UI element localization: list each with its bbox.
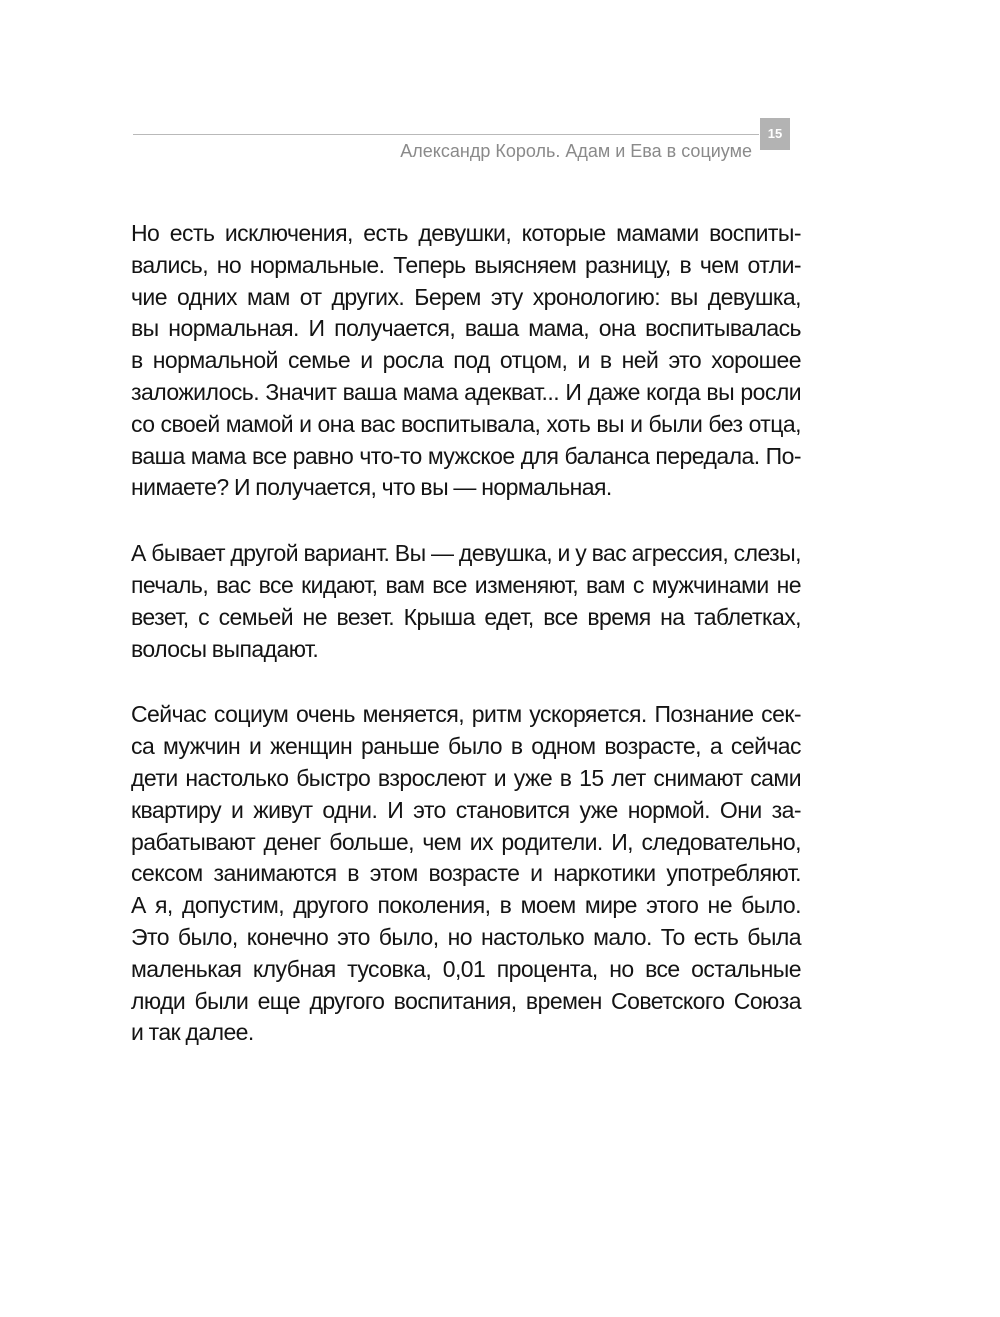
text-line: заложилось. Значит ваша мама адекват... И даже когда вы росли (131, 378, 801, 405)
text-line: волосы выпадают. (131, 635, 319, 662)
text-line: люди были еще другого воспитания, времен Советского Союза (131, 987, 801, 1014)
text-line: вались, но нормальные. Теперь выясняем разницу, в чем отли- (131, 251, 801, 278)
text-line: маленькая клубная тусовка, 0,01 процента, но все остальные (131, 955, 801, 982)
text-line: сексом занимаются в этом возрасте и наркотики употребляют. (131, 860, 801, 887)
text-line: и так далее. (131, 1019, 254, 1046)
text-line: Но есть исключения, есть девушки, которые мамами воспиты- (131, 220, 801, 246)
text-line: рабатывают денег больше, чем их родители. И, следовательно, (131, 828, 801, 855)
text-line: А бывает другой вариант. Вы — девушка, и у вас агрессия, слезы, (131, 540, 801, 567)
header-rule (133, 134, 759, 135)
text-line: А я, допустим, другого поколения, в моем мире этого не было. (131, 892, 801, 919)
text-line: печаль, вас все кидают, вам все изменяют, вам с мужчинами не (131, 571, 801, 598)
text-line: вы нормальная. И получается, ваша мама, она воспитывалась (131, 315, 801, 342)
text-line: везет, с семьей не везет. Крыша едет, все время на таблетках, (131, 603, 801, 630)
text-line: со своей мамой и она вас воспитывала, хоть вы и были без отца, (131, 410, 801, 437)
text-line: ваша мама все равно что-то мужское для баланса передала. По- (131, 442, 801, 469)
paragraph-2 (131, 538, 801, 665)
text-line: чие одних мам от других. Берем эту хронологию: вы девушка, (131, 283, 801, 310)
text-line: нимаете? И получается, что вы — нормальная. (131, 474, 612, 501)
text-line: Это было, конечно это было, но настолько мало. То есть была (131, 923, 801, 950)
text-line: квартиру и живут одни. И это становится уже нормой. Они за- (131, 796, 801, 823)
page-number: 15 (760, 118, 790, 150)
text-line: Сейчас социум очень меняется, ритм ускоряется. Познание сек- (131, 701, 801, 728)
text-line: дети настолько быстро взрослеют и уже в 15 лет снимают сами (131, 764, 801, 791)
text-line: в нормальной семье и росла под отцом, и в ней это хорошее (131, 347, 801, 374)
running-title: Александр Король. Адам и Ева в социуме (400, 141, 752, 161)
text-line: са мужчин и женщин раньше было в одном возрасте, а сейчас (131, 733, 801, 760)
body-text (131, 218, 801, 1083)
paragraph-3 (131, 699, 801, 1049)
paragraph-1 (131, 218, 801, 504)
